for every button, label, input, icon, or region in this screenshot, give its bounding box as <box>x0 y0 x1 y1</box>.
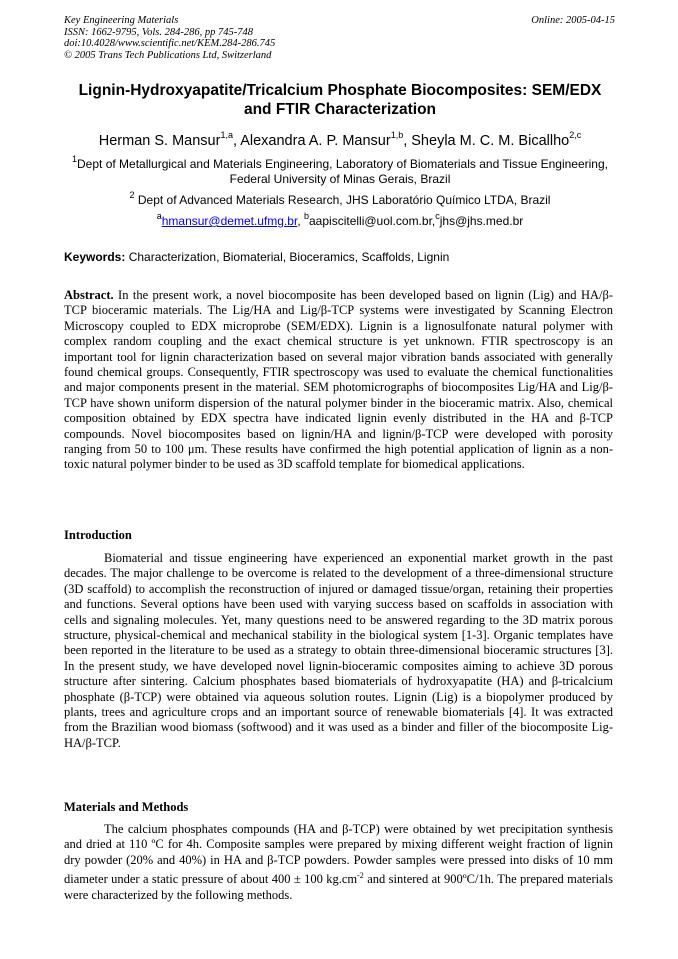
journal-copyright: © 2005 Trans Tech Publications Ltd, Switzerland <box>64 49 272 61</box>
affiliation-2-sup: 2 <box>129 190 135 200</box>
methods-text <box>64 822 613 903</box>
author-2-sup: 1,b <box>390 130 404 141</box>
author-list <box>40 132 640 150</box>
abstract <box>64 288 613 473</box>
author-1-sup: 1,a <box>220 130 233 141</box>
author-2: Alexandra A. P. Mansur <box>240 133 391 149</box>
author-separator: , <box>403 133 412 149</box>
email-1-sup: a <box>156 211 162 221</box>
author-3-sup: 2,c <box>569 130 582 141</box>
affiliation-1 <box>64 154 616 187</box>
introduction-text: Biomaterial and tissue engineering have experienced an exponential market growth in the past decades. The major challenge to be overcome is related to the development of a three-dimensional structure (3D scaffold) to accomplish the reconstruction of injured or damaged tissue/organ, retaining their properties and functions. Several options have been used with varying success based on scaffolds in association with cells and signaling molecules. Yet, many questions need to be answered regarding to the 3D matrix porous structure, physical-chemical and mechanical stability in the biological system [1-3]. Organic templates have been reported in the literature to be used as a strategy to obtain three-dimensional bioceramic structures [3]. In the present study, we have developed novel lignin-bioceramic composites aiming to achieve 3D porous structure after sintering. Calcium phosphates based biomaterials of hydroxyapatite (HA) and β-tricalcium phosphate (β-TCP) were obtained via aqueous solution routes. Lignin (Lig) is a biopolymer produced by plants, trees and agriculture crops and an important source of renewable biomaterials [4]. It was extracted from the Brazilian wood biomass (softwood) and it was used as a binder and filler of the biocomposite Lig-HA/β-TCP. <box>64 551 613 750</box>
journal-header <box>64 15 275 61</box>
journal-name: Key Engineering Materials <box>64 15 179 26</box>
methods-heading: Materials and Methods <box>64 800 189 814</box>
author-emails <box>64 211 616 229</box>
email-2-sup: b <box>303 211 309 221</box>
keywords <box>64 250 616 265</box>
keywords-label: Keywords: <box>64 250 126 264</box>
author-3: Sheyla M. C. M. Bicallho <box>411 133 570 149</box>
author-1: Herman S. Mansur <box>98 133 221 149</box>
journal-doi: doi:10.4028/www.scientific.net/KEM.284-286.745 <box>64 38 276 49</box>
journal-issn: ISSN: 1662-9795, Vols. 284-286, pp 745-748 <box>64 26 253 38</box>
author-separator: , <box>232 133 241 149</box>
introduction-heading: Introduction <box>64 528 132 542</box>
affiliation-2 <box>64 190 616 208</box>
abstract-label: Abstract. <box>64 288 114 302</box>
methods-text-a: The calcium phosphates compounds (HA and β-TCP) were obtained by wet precipitation synthesis and dried at 110 ºC for 4h. Composite samples were prepared by mixing different weight fraction of lignin dry powder (20% and 40%) in HA and β-TCP powders. Powder samples were pressed into disks of 10 mm diameter under a static pressure of about 400 ± 100 kg.cm <box>64 822 613 887</box>
email-3-sup: c <box>435 211 440 221</box>
affiliation-2-text: Dept of Advanced Materials Research, JHS Laboratório Químico LTDA, Brazil <box>134 193 551 207</box>
methods-text-b: and sintered at 900ºC/1h. The prepared materials were characterized by the following methods. <box>64 872 613 902</box>
email-3: jhs@jhs.med.br <box>439 214 524 228</box>
affiliation-1-sup: 1 <box>72 154 78 164</box>
email-2: aapiscitelli@uol.com.br, <box>309 214 436 228</box>
abstract-text: In the present work, a novel biocomposite has been developed based on lignin (Lig) and HA/β-TCP bioceramic materials. The Lig/HA and Lig/β-TCP systems were investigated by Scanning Electron Microscopy coupled to EDX microprobe (SEM/EDX). Lignin is a lignosulfonate natural polymer with complex random coupling and the exact chemical structure is yet unknown. FTIR spectroscopy is an important tool for lignin characterization based on several major vibration bands associated with generally found chemical groups. Consequently, FTIR spectroscopy was used to evaluate the chemical functionalities and major components present in the material. SEM photomicrographs of biocomposites Lig/HA and Lig/β-TCP have shown uniform dispersion of the natural polymer binder in the bioceramic matrix. Also, chemical composition obtained by EDX spectra have indicated lignin evenly distributed in the HA and β-TCP compounds. Novel biocomposites based on lignin/HA and lignin/β-TCP were developed with porosity ranging from 50 to 100 μm. These results have confirmed the high potential application of lignin as a non-toxic natural polymer binder to be used as 3D scaffold template for biomedical applications. <box>64 288 613 472</box>
paper-title: Lignin-Hydroxyapatite/Tricalcium Phosphate Biocomposites: SEM/EDX and FTIR Characterization <box>78 82 602 118</box>
keywords-text: Characterization, Biomaterial, Bioceramics, Scaffolds, Lignin <box>125 250 450 264</box>
email-separator: , <box>297 214 304 228</box>
affiliation-1-text: Dept of Metallurgical and Materials Engineering, Laboratory of Biomaterials and Tissue Engineering, Federal University of Minas Gerais, Brazil <box>77 157 608 186</box>
email-link[interactable]: hmansur@demet.ufmg.br <box>161 214 298 228</box>
methods-text-sup: -2 <box>357 871 364 881</box>
online-date: Online: 2005-04-15 <box>531 15 615 26</box>
